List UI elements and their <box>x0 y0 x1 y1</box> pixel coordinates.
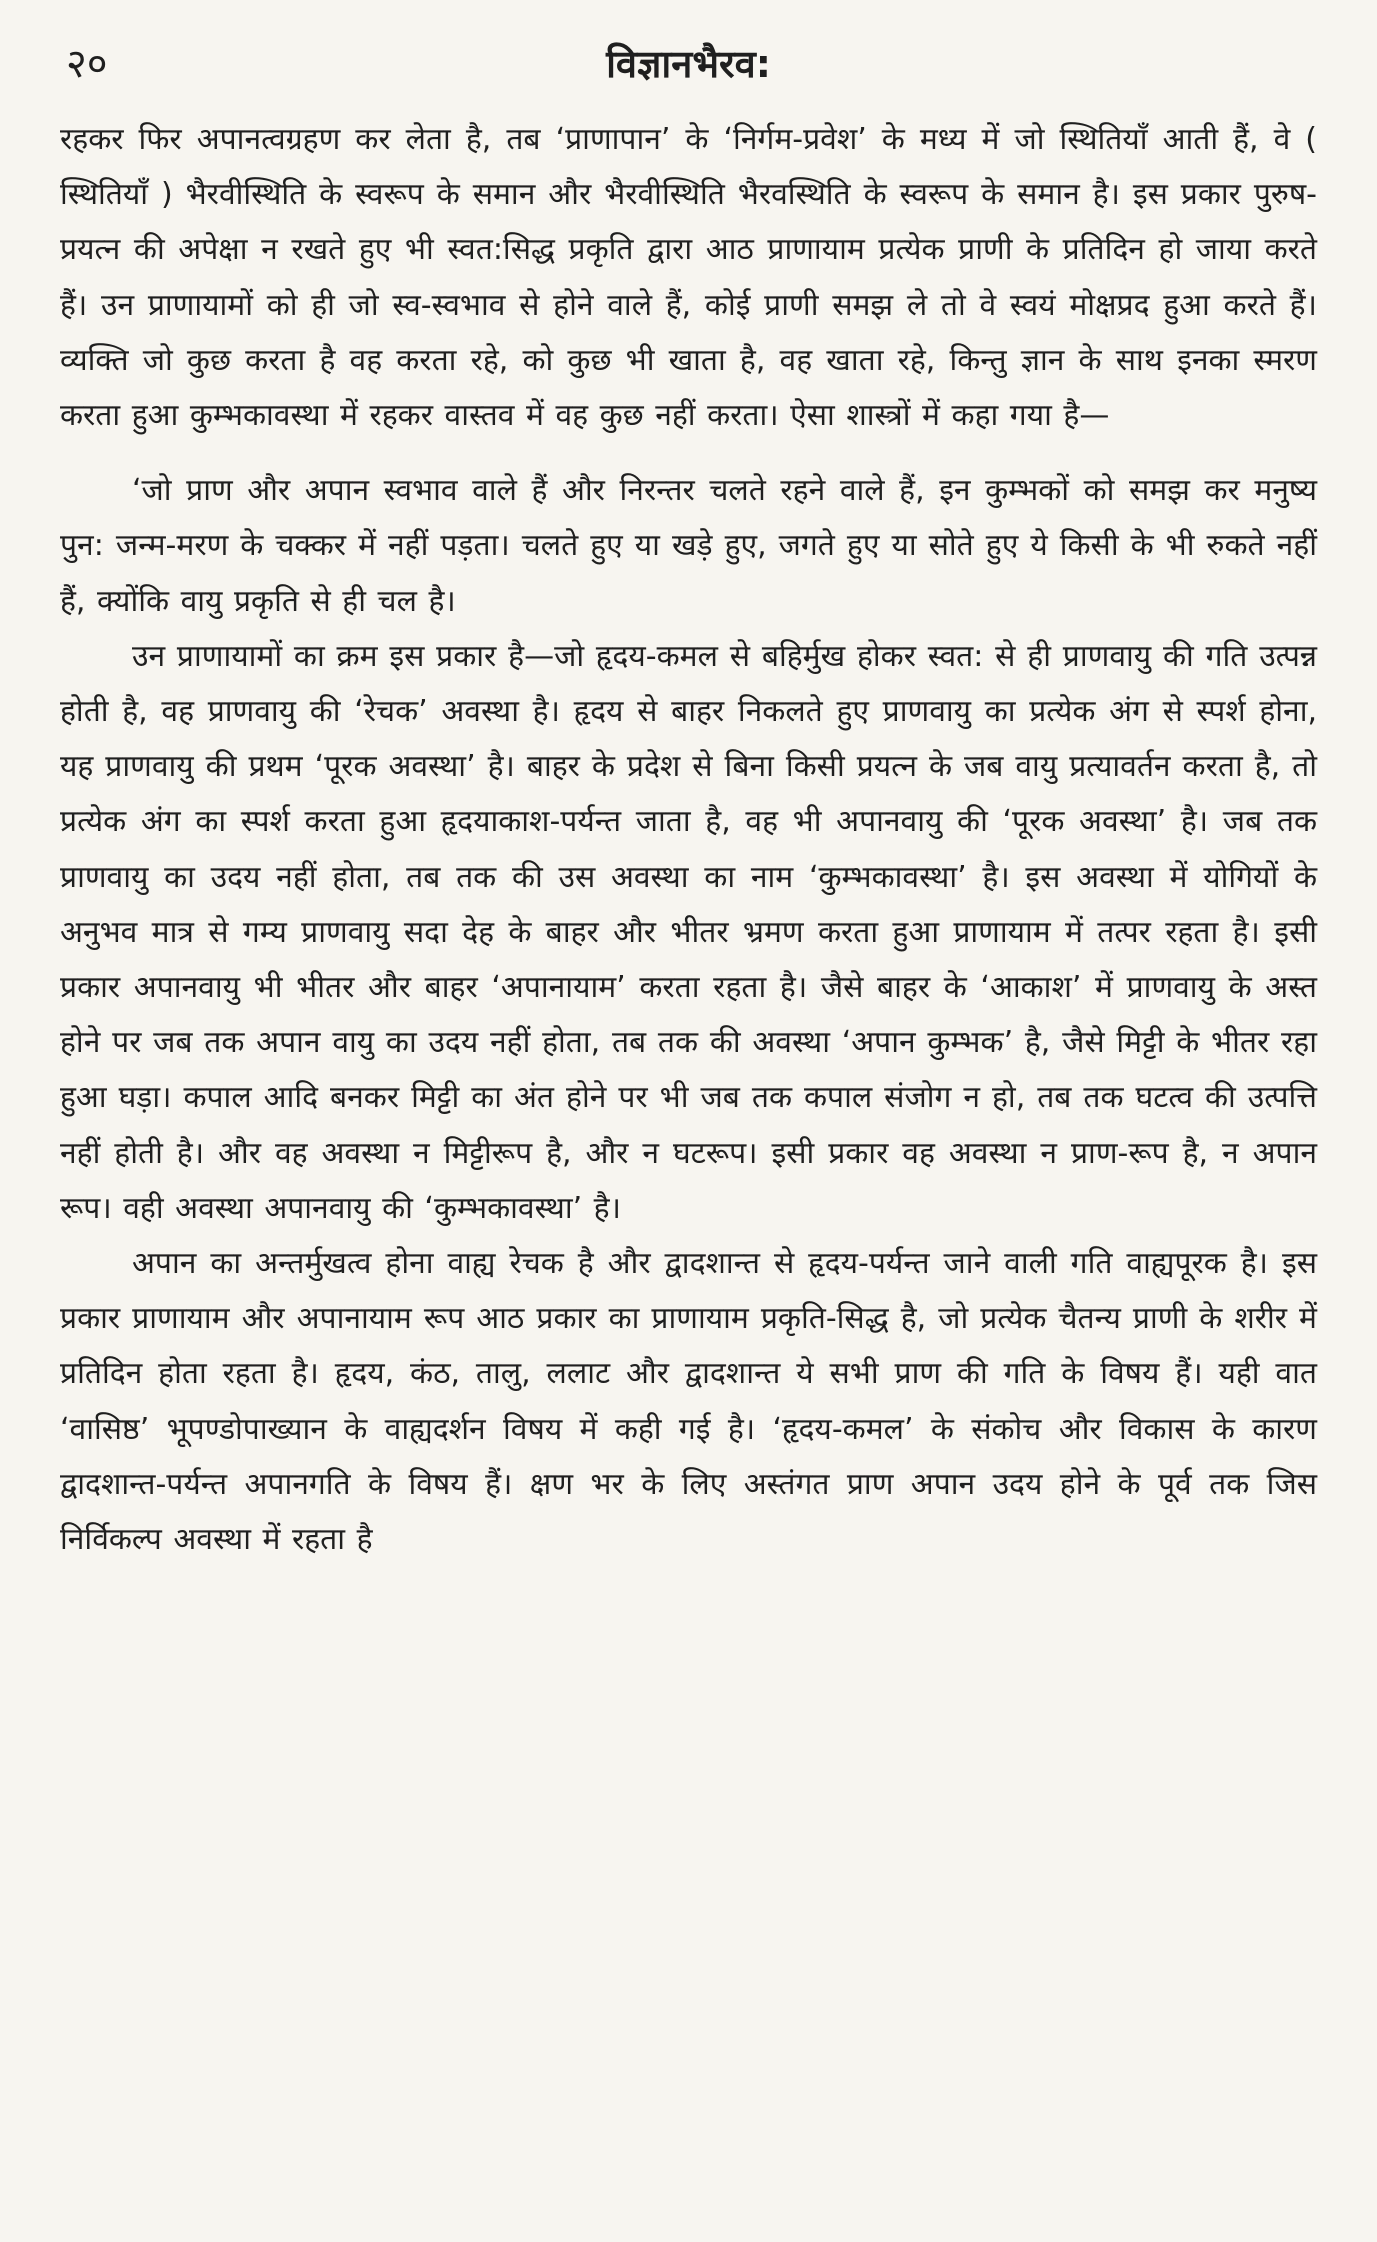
body-text <box>60 112 1317 1567</box>
page-number: २० <box>66 41 108 87</box>
paragraph-4: अपान का अन्तर्मुखत्व होना वाह्य रेचक है और द्वादशान्त से हृदय-पर्यन्त जाने वाली गति वाह्यपूरक है। इस प्रकार प्राणायाम और अपानायाम रूप आठ प्रकार का प्राणायाम प्रकृति-सिद्ध है, जो प्रत्येक चैतन्य प्राणी के शरीर में प्रतिदिन होता रहता है। हृदय, कंठ, तालु, ललाट और द्वादशान्त ये सभी प्राण की गति के विषय हैं। यही वात ‘वासिष्ठ’ भूपण्डोपाख्यान के वाह्यदर्शन विषय में कही गई है। ‘हृदय-कमल’ के संकोच और विकास के कारण द्वादशान्त-पर्यन्त अपानगति के विषय हैं। क्षण भर के लिए अस्तंगत प्राण अपान उदय होने के पूर्व तक जिस निर्विकल्प अवस्था में रहता है <box>60 1246 1317 1558</box>
paragraph-1: रहकर फिर अपानत्वग्रहण कर लेता है, तब ‘प्राणापान’ के ‘निर्गम-प्रवेश’ के मध्य में जो स्थितियाँ आती हैं, वे ( स्थितियाँ ) भैरवीस्थिति के स्वरूप के समान और भैरवीस्थिति भैरवस्थिति के स्वरूप के समान है। इस प्रकार पुरुष-प्रयत्न की अपेक्षा न रखते हुए भी स्वत:सिद्ध प्रकृति द्वारा आठ प्राणायाम प्रत्येक प्राणी के प्रतिदिन हो जाया करते हैं। उन प्राणायामों को ही जो स्व-स्वभाव से होने वाले हैं, कोई प्राणी समझ ले तो वे स्वयं मोक्षप्रद हुआ करते हैं। व्यक्ति जो कुछ करता है वह करता रहे, को कुछ भी खाता है, वह खाता रहे, किन्तु ज्ञान के साथ इनका स्मरण करता हुआ कुम्भकावस्था में रहकर वास्तव में वह कुछ नहीं करता। ऐसा शास्त्रों में कहा गया है— <box>60 122 1317 434</box>
paragraph-3: उन प्राणायामों का क्रम इस प्रकार है—जो हृदय-कमल से बहिर्मुख होकर स्वत: से ही प्राणवायु की गति उत्पन्न होती है, वह प्राणवायु की ‘रेचक’ अवस्था है। हृदय से बाहर निकलते हुए प्राणवायु का प्रत्येक अंग से स्पर्श होना, यह प्राणवायु की प्रथम ‘पूरक अवस्था’ है। बाहर के प्रदेश से बिना किसी प्रयत्न के जब वायु प्रत्यावर्तन करता है, तो प्रत्येक अंग का स्पर्श करता हुआ हृदयाकाश-पर्यन्त जाता है, वह भी अपानवायु की ‘पूरक अवस्था’ है। जब तक प्राणवायु का उदय नहीं होता, तब तक की उस अवस्था का नाम ‘कुम्भकावस्था’ है। इस अवस्था में योगियों के अनुभव मात्र से गम्य प्राणवायु सदा देह के बाहर और भीतर भ्रमण करता हुआ प्राणायाम में तत्पर रहता है। इसी प्रकार अपानवायु भी भीतर और बाहर ‘अपानायाम’ करता रहता है। जैसे बाहर के ‘आकाश’ में प्राणवायु के अस्त होने पर जब तक अपान वायु का उदय नहीं होता, तब तक की अवस्था ‘अपान कुम्भक’ है, जैसे मिट्टी के भीतर रहा हुआ घड़ा। कपाल आदि बनकर मिट्टी का अंत होने पर भी जब तक कपाल संजोग न हो, तब तक घटत्व की उत्पत्ति नहीं होती है। और वह अवस्था न मिट्टीरूप है, और न घटरूप। इसी प्रकार वह अवस्था न प्राण-रूप है, न अपान रूप। वही अवस्था अपानवायु की ‘कुम्भकावस्था’ है। <box>60 638 1318 1226</box>
page-header <box>60 36 1317 100</box>
paragraph-2-quote: ‘जो प्राण और अपान स्वभाव वाले हैं और निरन्तर चलते रहने वाले हैं, इन कुम्भकों को समझ कर मनुष्य पुन: जन्म-मरण के चक्कर में नहीं पड़ता। चलते हुए या खड़े हुए, जगते हुए या सोते हुए ये किसी के भी रुकते नहीं हैं, क्योंकि वायु प्रकृति से ही चल है। <box>60 473 1317 619</box>
running-title: विज्ञानभैरव: <box>606 42 771 86</box>
